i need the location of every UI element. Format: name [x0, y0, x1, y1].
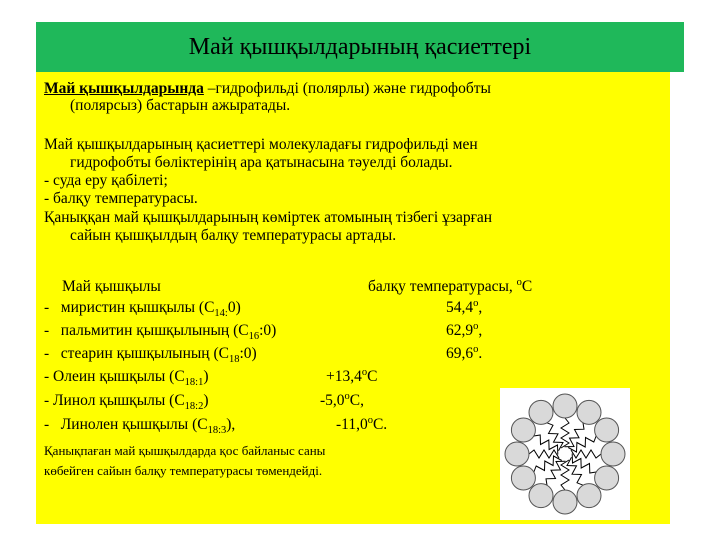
- row-dash: -: [44, 299, 50, 316]
- row-value: [446, 299, 482, 317]
- row-sub: 18:2: [184, 401, 204, 412]
- micelle-head: [553, 490, 577, 514]
- row-value: [446, 345, 482, 363]
- row-tail: ): [203, 368, 209, 385]
- micelle-diagram: [500, 388, 630, 520]
- micelle-head: [553, 394, 577, 418]
- row-value-num: -11,0: [336, 416, 368, 433]
- table-row: [44, 416, 235, 436]
- table-row: [44, 392, 209, 412]
- row-value-num: -5,0: [320, 392, 345, 409]
- row-value: [326, 368, 377, 386]
- row-sub: 16: [248, 331, 260, 342]
- table-row: [44, 368, 209, 388]
- footer-line-1: Қанықпаған май қышқылдарда қос байланыс саны: [44, 443, 326, 458]
- table-header-unit: С: [521, 278, 533, 295]
- micelle-head: [505, 442, 529, 466]
- row-value-end: .: [478, 345, 483, 362]
- table-row: [44, 322, 276, 342]
- row-sub: 18:1: [184, 377, 204, 388]
- row-dash: -: [44, 392, 50, 409]
- row-dash: -: [44, 416, 50, 433]
- micelle-head: [595, 418, 619, 442]
- row-name: стеарин қышқылының (С: [60, 345, 229, 362]
- row-tail: ): [203, 392, 209, 409]
- row-dash: -: [44, 368, 50, 385]
- row-tail: 0): [227, 299, 241, 316]
- row-dash: -: [44, 345, 50, 362]
- row-value-sup: о: [473, 298, 479, 309]
- micelle-head: [577, 400, 601, 424]
- table-header-right: [368, 278, 532, 296]
- row-value-sup: о: [361, 367, 368, 378]
- props-line-1: Май қышқылдарының қасиеттері молекуладағы гидрофильді мен: [44, 136, 478, 153]
- row-name: пальмитин қышқылының (С: [60, 322, 249, 339]
- row-tail: :0): [259, 322, 277, 339]
- row-value: [446, 322, 482, 340]
- saturated-line-1: Қаныққан май қышқылдарының көміртек атомының тізбегі ұзарған: [44, 209, 493, 226]
- row-value-end: ,: [478, 322, 483, 339]
- row-value-num: +13,4: [326, 368, 362, 385]
- micelle-head: [577, 484, 601, 508]
- slide-title: Май қышқылдарының қасиеттері: [188, 33, 532, 60]
- row-value-sup: о: [344, 391, 350, 402]
- row-value: [320, 392, 364, 410]
- micelle-head: [511, 418, 535, 442]
- row-value-sup: о: [473, 321, 479, 332]
- row-sub: 18:3: [207, 425, 227, 436]
- table-row: [44, 345, 257, 365]
- table-header-label: балқу температурасы,: [368, 278, 517, 295]
- row-value-num: 69,6: [446, 345, 474, 362]
- row-value-sup: о: [367, 415, 373, 426]
- footer-line-2: көбейген сайын балқу температурасы төмендейді.: [44, 463, 323, 478]
- props-item-1: - суда еру қабілеті;: [44, 172, 168, 189]
- row-name: Линол қышқылы (С: [49, 392, 185, 409]
- intro-line-2: (полярсыз) бастарын ажыратады.: [70, 97, 291, 114]
- row-value-num: 54,4: [446, 299, 474, 316]
- intro-rest: –гидрофильді (полярлы) және гидрофобты: [203, 80, 491, 97]
- row-sub: 14:: [214, 308, 228, 319]
- row-value-sup: о: [473, 344, 479, 355]
- row-value-end: С: [367, 368, 378, 385]
- table-header-left: Май қышқылы: [62, 278, 161, 295]
- row-value-num: 62,9: [446, 322, 474, 339]
- row-dash: -: [44, 322, 50, 339]
- table-header-sup: о: [516, 277, 522, 288]
- micelle-head: [529, 400, 553, 424]
- row-value-end: ,: [478, 299, 483, 316]
- row-value-end: С,: [349, 392, 365, 409]
- intro-line-1: [44, 80, 491, 98]
- micelle-head: [511, 466, 535, 490]
- saturated-line-2: сайын қышқылдың балқу температурасы артады.: [70, 227, 397, 244]
- row-name: миристин қышқылы (С: [60, 299, 215, 316]
- row-name: Линолен қышқылы (С: [60, 416, 208, 433]
- table-row: [44, 299, 241, 319]
- title-bar: [36, 22, 684, 72]
- row-name: Олеин қышқылы (С: [49, 368, 185, 385]
- row-value-end: С.: [372, 416, 388, 433]
- props-item-2: - балқу температурасы.: [44, 190, 198, 207]
- row-tail: :0): [239, 345, 257, 362]
- micelle-head: [529, 484, 553, 508]
- intro-bold: Май қышқылдарында: [44, 80, 204, 97]
- micelle-head: [601, 442, 625, 466]
- row-tail: ),: [226, 416, 236, 433]
- row-value: [336, 416, 387, 434]
- props-line-2: гидрофобты бөліктерінің ара қатынасына тәуелді болады.: [70, 154, 453, 171]
- row-sub: 18: [228, 354, 240, 365]
- micelle-head: [595, 466, 619, 490]
